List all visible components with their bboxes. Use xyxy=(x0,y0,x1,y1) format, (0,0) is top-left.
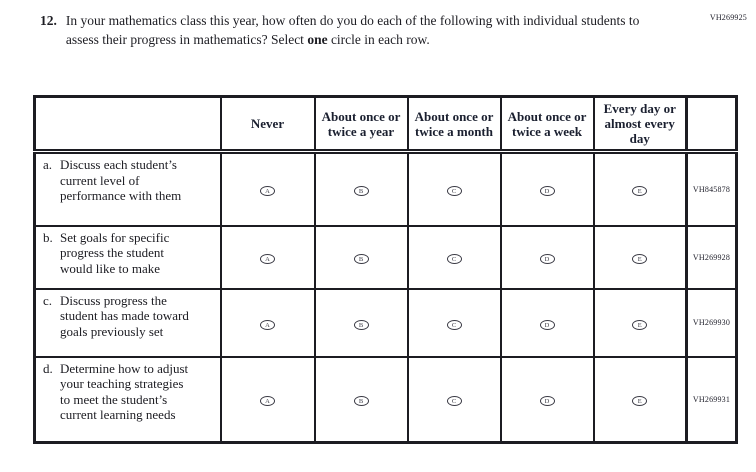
row-d-cell-week xyxy=(501,357,594,443)
row-a-item-code: VH845878 xyxy=(687,152,737,226)
header-row xyxy=(35,97,737,152)
answer-bubble-a-month[interactable]: C xyxy=(447,186,462,196)
header-every-day: Every day or almost every day xyxy=(594,97,687,152)
row-b-cell-year xyxy=(315,226,408,289)
question-text-end: circle in each row. xyxy=(330,32,430,47)
row-a-cell-week xyxy=(501,152,594,226)
answer-bubble-c-year[interactable]: B xyxy=(354,320,369,330)
header-code-blank xyxy=(687,97,737,152)
table-row-c xyxy=(35,289,737,357)
answer-bubble-b-week[interactable]: D xyxy=(540,254,555,264)
answer-bubble-a-everyday[interactable]: E xyxy=(632,186,647,196)
table-row-d xyxy=(35,357,737,443)
answer-bubble-a-year[interactable]: B xyxy=(354,186,369,196)
row-a-label: Discuss each student’s current level of performance with them xyxy=(60,157,182,203)
row-a-cell-never xyxy=(221,152,315,226)
header-once-twice-month: About once or twice a month xyxy=(408,97,501,152)
response-matrix-table xyxy=(33,95,738,444)
row-c-label: Discuss progress the student has made toward goals previously set xyxy=(60,292,189,339)
row-d-cell-never xyxy=(221,357,315,443)
row-d-item-code: VH269931 xyxy=(687,357,737,443)
question-bold-word: one xyxy=(307,32,328,47)
answer-bubble-d-never[interactable]: A xyxy=(260,396,275,406)
row-b-cell-everyday xyxy=(594,226,687,289)
row-a-cell-year xyxy=(315,152,408,226)
row-a-cell-everyday xyxy=(594,152,687,226)
row-b-label-cell xyxy=(35,226,221,289)
answer-bubble-b-never[interactable]: A xyxy=(260,254,275,264)
answer-bubble-b-everyday[interactable]: E xyxy=(632,254,647,264)
row-a-cell-month xyxy=(408,152,501,226)
row-c-letter: c. xyxy=(43,292,53,308)
answer-bubble-c-everyday[interactable]: E xyxy=(632,320,647,330)
row-d-letter: d. xyxy=(43,360,53,376)
header-never: Never xyxy=(221,97,315,152)
row-b-cell-week xyxy=(501,226,594,289)
row-c-cell-week xyxy=(501,289,594,357)
page-accession-code: VH269925 xyxy=(709,13,747,22)
row-c-cell-never xyxy=(221,289,315,357)
row-d-label: Determine how to adjust your teaching strategies to meet the student’s current learning needs xyxy=(60,360,189,422)
row-a-label-cell xyxy=(35,152,221,226)
row-c-cell-year xyxy=(315,289,408,357)
row-d-cell-month xyxy=(408,357,501,443)
row-b-cell-never xyxy=(221,226,315,289)
answer-bubble-c-month[interactable]: C xyxy=(447,320,462,330)
row-d-cell-everyday xyxy=(594,357,687,443)
row-c-label-cell xyxy=(35,289,221,357)
row-c-cell-everyday xyxy=(594,289,687,357)
answer-bubble-d-week[interactable]: D xyxy=(540,396,555,406)
answer-bubble-c-week[interactable]: D xyxy=(540,320,555,330)
table-row-a xyxy=(35,152,737,226)
answer-bubble-d-month[interactable]: C xyxy=(447,396,462,406)
row-d-cell-year xyxy=(315,357,408,443)
answer-bubble-b-month[interactable]: C xyxy=(447,254,462,264)
answer-bubble-a-week[interactable]: D xyxy=(540,186,555,196)
question-text-start: In your mathematics class this year, how often do you do each of the following with individual students to assess their progress in mathematics? Select xyxy=(65,13,640,47)
header-once-twice-year: About once or twice a year xyxy=(315,97,408,152)
answer-bubble-d-year[interactable]: B xyxy=(354,396,369,406)
row-b-cell-month xyxy=(408,226,501,289)
row-a-letter: a. xyxy=(43,157,53,172)
question-block xyxy=(40,11,644,49)
row-c-item-code: VH269930 xyxy=(687,289,737,357)
row-b-letter: b. xyxy=(43,229,53,245)
row-d-label-cell xyxy=(35,357,221,443)
row-b-item-code: VH269928 xyxy=(687,226,737,289)
row-c-cell-month xyxy=(408,289,501,357)
question-text xyxy=(66,11,644,49)
answer-bubble-c-never[interactable]: A xyxy=(260,320,275,330)
table-row-b xyxy=(35,226,737,289)
header-blank xyxy=(35,97,221,152)
answer-bubble-d-everyday[interactable]: E xyxy=(632,396,647,406)
answer-bubble-b-year[interactable]: B xyxy=(354,254,369,264)
answer-bubble-a-never[interactable]: A xyxy=(260,186,275,196)
header-once-twice-week: About once or twice a week xyxy=(501,97,594,152)
question-number: 12. xyxy=(40,13,57,28)
row-b-label: Set goals for specific progress the student would like to make xyxy=(60,229,170,276)
